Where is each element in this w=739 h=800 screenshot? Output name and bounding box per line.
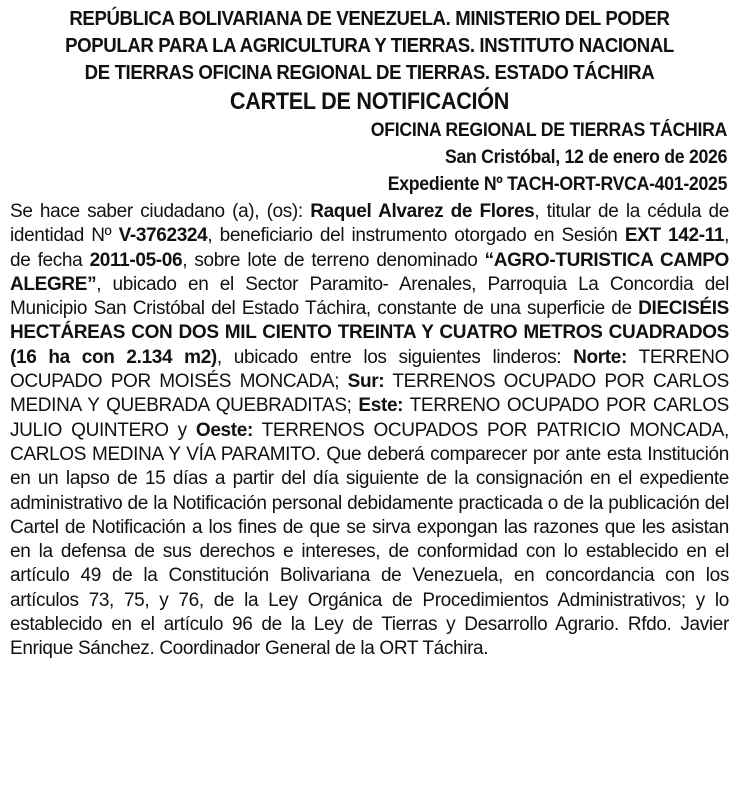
notice-title: CARTEL DE NOTIFICACIÓN <box>229 88 510 115</box>
boundary-north-label: Norte: <box>573 346 627 368</box>
body-text-2: , titular de la cédula de identidad Nº <box>10 201 729 247</box>
header-line-2: POPULAR PARA LA AGRICULTURA Y TIERRAS. INSTITUTO NACIONAL <box>65 35 674 57</box>
boundary-west-label: Oeste: <box>195 419 253 441</box>
body-text-6: , ubicado en el Sector Paramito- Arenales, Parroquia La Concordia del Municipio San Cristóbal del Estado Táchira, constante de una superficie de <box>10 273 729 320</box>
body-text-4: , de fecha <box>10 225 729 271</box>
body-text-7: , ubicado entre los siguientes linderos: <box>216 346 574 368</box>
boundary-south-label: Sur: <box>347 371 385 393</box>
lot-area: DIECISÉIS HECTÁREAS CON DOS MIL CIENTO TREINTA Y CUATRO METROS CUADRADOS (16 ha con 2.134 m2) <box>10 298 729 368</box>
notice-body <box>10 200 729 662</box>
office-name: OFICINA REGIONAL DE TIERRAS TÁCHIRA <box>370 120 728 141</box>
place-date: San Cristóbal, 12 de enero de 2026 <box>444 147 728 168</box>
header-line-1: REPÚBLICA BOLIVARIANA DE VENEZUELA. MINISTERIO DEL PODER <box>69 8 670 30</box>
id-number: V-3762324 <box>118 225 208 247</box>
boundary-east-label: Este: <box>358 395 404 417</box>
body-text-3: , beneficiario del instrumento otorgado en Sesión <box>207 225 625 247</box>
body-text-1: Se hace saber ciudadano (a), (os): <box>10 201 311 222</box>
boundary-south: TERRENOS OCUPADO POR CARLOS MEDINA Y QUEBRADA QUEBRADITAS; <box>10 371 729 417</box>
boundary-east: TERRENO OCUPADO POR CARLOS JULIO QUINTERO y <box>10 395 729 441</box>
boundary-north: TERRENO OCUPADO POR MOISÉS MONCADA; <box>10 346 730 393</box>
boundary-west-and-closing: TERRENOS OCUPADOS POR PATRICIO MONCADA, CARLOS MEDINA Y VÍA PARAMITO. Que deberá comparecer por ante esta Institución en un lapso de 15 días a partir del día siguiente de la consignación en el expediente administrativo de la Notificación personal debidamente practicada o de la publicación del Cartel de Notificación a los fines de que se sirva expongan las razones que les asistan en la defensa de sus derechos e intereses, de conformidad con lo establecido en el artículo 49 de la Constitución Bolivariana de Venezuela, en concordancia con los artículos 73, 75, y 76, de la Ley Orgánica de Procedimientos Administrativos; y lo establecido en el artículo 96 de la Ley de Tierras y Desarrollo Agrario. Rfdo. Javier Enrique Sánchez. Coordinador General de la ORT Táchira. <box>10 419 729 660</box>
expediente-number: Expediente Nº TACH-ORT-RVCA-401-2025 <box>387 174 728 195</box>
header-line-3: DE TIERRAS OFICINA REGIONAL DE TIERRAS. ESTADO TÁCHIRA <box>84 62 655 84</box>
beneficiary-name: Raquel Alvarez de Flores <box>310 201 535 222</box>
session-number: EXT 142-11 <box>624 225 725 247</box>
body-text-5: , sobre lote de terreno denominado <box>182 249 485 271</box>
lot-name: “AGRO-TURISTICA CAMPO ALEGRE” <box>10 249 729 295</box>
session-date: 2011-05-06 <box>89 249 183 271</box>
